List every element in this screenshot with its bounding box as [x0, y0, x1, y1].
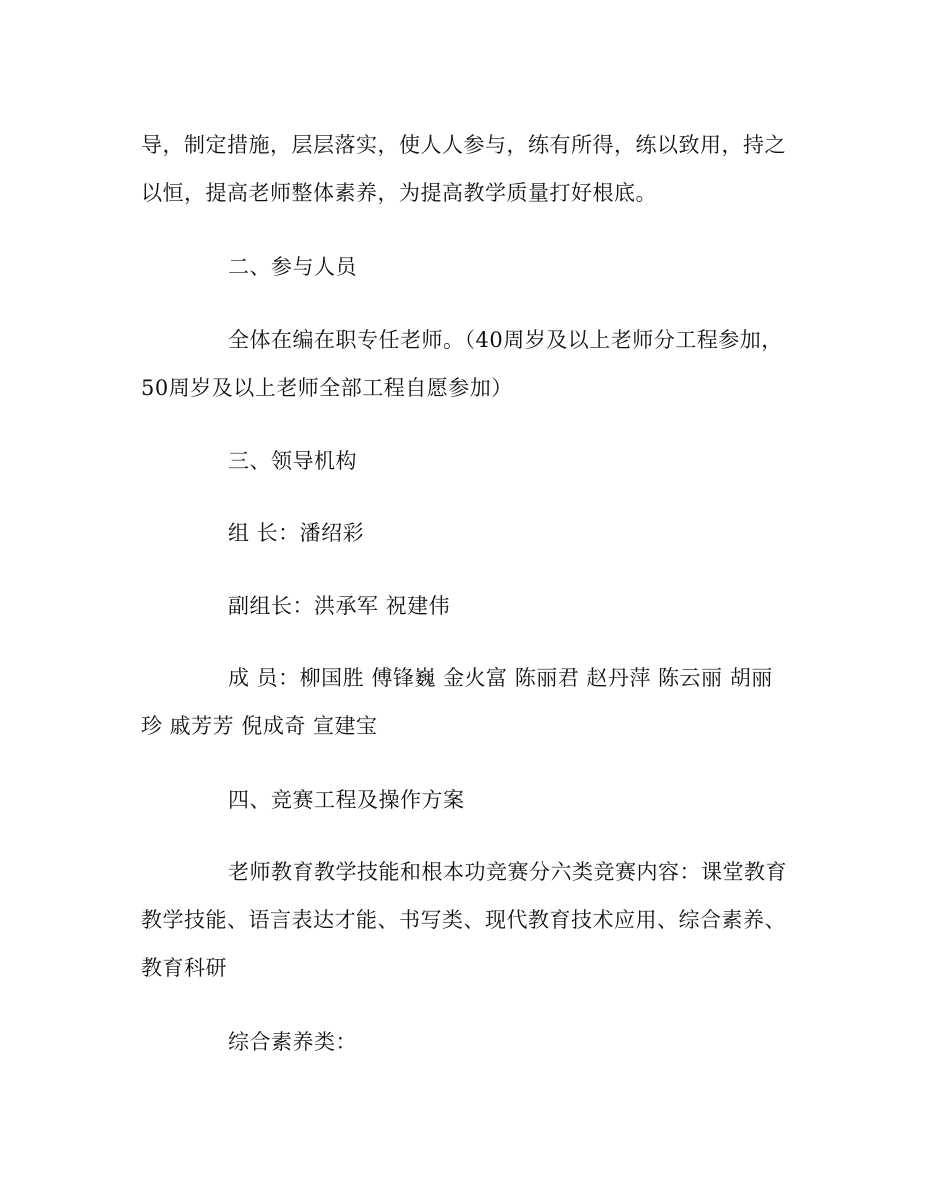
subsection-heading: 综合素养类：	[228, 1030, 357, 1054]
paragraph-line: 以恒，提高老师整体素养，为提高教学质量打好根底。	[141, 181, 657, 205]
paragraph-line: 老师教育教学技能和根本功竞赛分六类竞赛内容：课堂教育	[228, 860, 787, 884]
leader-line: 组 长：潘绍彩	[228, 521, 365, 545]
section-heading-leadership: 三、领导机构	[228, 449, 357, 473]
paragraph-line: 50周岁及以上老师全部工程自愿参加）	[141, 376, 513, 400]
members-line-continued: 珍 戚芳芳 倪成奇 宣建宝	[141, 714, 378, 738]
paragraph-line: 导，制定措施，层层落实，使人人参与，练有所得，练以致用，持之	[141, 133, 786, 157]
section-heading-competition: 四、竞赛工程及操作方案	[228, 788, 465, 812]
members-line: 成 员：柳国胜 傅锋巍 金火富 陈丽君 赵丹萍 陈云丽 胡丽	[228, 666, 773, 690]
paragraph-line: 全体在编在职专任老师。（40周岁及以上老师分工程参加，	[228, 328, 783, 352]
deputy-leader-line: 副组长：洪承军 祝建伟	[228, 594, 451, 618]
section-heading-participants: 二、参与人员	[228, 255, 357, 279]
paragraph-line: 教育科研	[141, 956, 227, 980]
paragraph-line: 教学技能、语言表达才能、书写类、现代教育技术应用、综合素养、	[141, 908, 786, 932]
